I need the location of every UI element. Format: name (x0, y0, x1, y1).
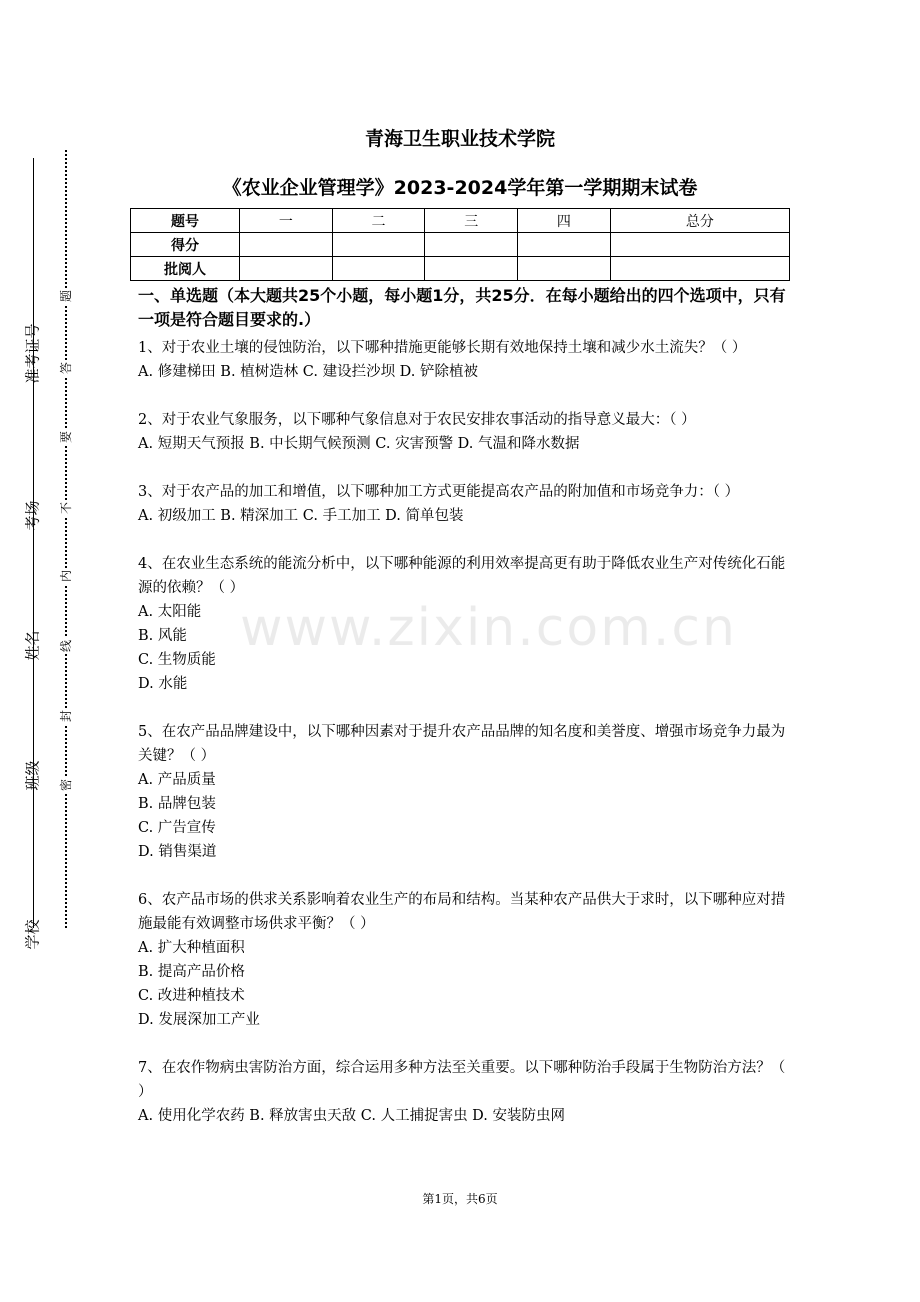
score-table-row-grader (131, 257, 790, 281)
score-cell[interactable] (425, 233, 518, 257)
exam-title: 《农业企业管理学》2023-2024学年第一学期期末试卷 (222, 177, 698, 199)
score-table-header: 一 (240, 209, 333, 233)
score-cell[interactable] (332, 233, 425, 257)
question-option: C. 生物质能 (138, 652, 216, 668)
question (138, 1056, 788, 1128)
score-table-header: 四 (518, 209, 611, 233)
question-option: B. 提高产品价格 (138, 964, 245, 980)
field-name: 姓名 (23, 630, 42, 661)
seal-char: 题 (57, 288, 75, 304)
score-row-label: 得分 (131, 233, 240, 257)
question-option: C. 改进种植技术 (138, 988, 245, 1004)
question-options: A. 短期天气预报 B. 中长期气候预测 C. 灾害预警 D. 气温和降水数据 (138, 436, 580, 452)
question-option: D. 销售渠道 (138, 844, 217, 860)
question-option: A. 扩大种植面积 (138, 940, 245, 956)
score-table-header: 总分 (610, 209, 789, 233)
binding-line-dotted (65, 150, 67, 928)
question-stem: 4、在农业生态系统的能流分析中，以下哪种能源的利用效率提高更有助于降低农业生产对传统化石能源的依赖？（ ） (138, 556, 786, 596)
question-stem: 3、对于农产品的加工和增值，以下哪种加工方式更能提高农产品的附加值和市场竞争力：（ ） (138, 484, 740, 500)
binding-line-solid (33, 158, 34, 928)
field-exam-number: 准考证号 (23, 322, 42, 383)
score-cell[interactable] (610, 233, 789, 257)
grader-cell[interactable] (425, 257, 518, 281)
watermark: www.zixin.com.cn (240, 598, 737, 658)
question-option: B. 品牌包装 (138, 796, 216, 812)
question (138, 720, 788, 864)
grader-cell[interactable] (518, 257, 611, 281)
question-options: A. 使用化学农药 B. 释放害虫天敌 C. 人工捕捉害虫 D. 安装防虫网 (138, 1108, 566, 1124)
grader-cell[interactable] (610, 257, 789, 281)
seal-char: 密 (57, 777, 75, 793)
question-option: D. 水能 (138, 676, 188, 692)
question (138, 480, 788, 528)
score-table-header: 三 (425, 209, 518, 233)
score-cell[interactable] (518, 233, 611, 257)
question (138, 888, 788, 1032)
question-stem: 7、在农作物病虫害防治方面，综合运用多种方法至关重要。以下哪种防治手段属于生物防治方法？（ ） (138, 1060, 786, 1100)
question-options: A. 初级加工 B. 精深加工 C. 手工加工 D. 简单包装 (138, 508, 464, 524)
question-stem: 1、对于农业土壤的侵蚀防治，以下哪种措施更能够长期有效地保持土壤和减少水土流失？（ ） (138, 340, 747, 356)
seal-char: 内 (57, 568, 75, 584)
question-option: A. 太阳能 (138, 604, 202, 620)
field-class: 班级 (23, 760, 42, 791)
question-option: D. 发展深加工产业 (138, 1012, 260, 1028)
field-school: 学校 (23, 919, 42, 950)
score-table (130, 208, 790, 281)
exam-content (138, 284, 788, 1152)
score-table-header: 题号 (131, 209, 240, 233)
grader-row-label: 批阅人 (131, 257, 240, 281)
section-title: 一、单选题（本大题共25个小题，每小题1分，共25分．在每小题给出的四个选项中，只有一项是符合题目要求的.） (138, 286, 786, 329)
question (138, 408, 788, 456)
question-stem: 6、农产品市场的供求关系影响着农业生产的布局和结构。当某种农产品供大于求时，以下哪种应对措施最能有效调整市场供求平衡？（ ） (138, 892, 786, 932)
score-table-header-row (131, 209, 790, 233)
page-footer: 第1页，共6页 (422, 1192, 498, 1206)
question (138, 336, 788, 384)
question-stem: 2、对于农业气象服务，以下哪种气象信息对于农民安排农事活动的指导意义最大：（ ） (138, 412, 696, 428)
question-stem: 5、在农产品品牌建设中，以下哪种因素对于提升农产品品牌的知名度和美誉度、增强市场竞争力最为关键？（ ） (138, 724, 786, 764)
seal-char: 答 (57, 360, 75, 376)
seal-char: 线 (57, 638, 75, 654)
seal-char: 封 (57, 708, 75, 724)
question-option: A. 产品质量 (138, 772, 216, 788)
seal-char: 不 (57, 500, 75, 516)
grader-cell[interactable] (240, 257, 333, 281)
question-option: C. 广告宣传 (138, 820, 216, 836)
score-table-row-score (131, 233, 790, 257)
score-cell[interactable] (240, 233, 333, 257)
question-options: A. 修建梯田 B. 植树造林 C. 建设拦沙坝 D. 铲除植被 (138, 364, 479, 380)
grader-cell[interactable] (332, 257, 425, 281)
field-exam-room: 考场 (23, 500, 42, 531)
seal-char: 要 (57, 429, 75, 445)
question-option: B. 风能 (138, 628, 187, 644)
school-name: 青海卫生职业技术学院 (364, 128, 555, 150)
score-table-header: 二 (332, 209, 425, 233)
